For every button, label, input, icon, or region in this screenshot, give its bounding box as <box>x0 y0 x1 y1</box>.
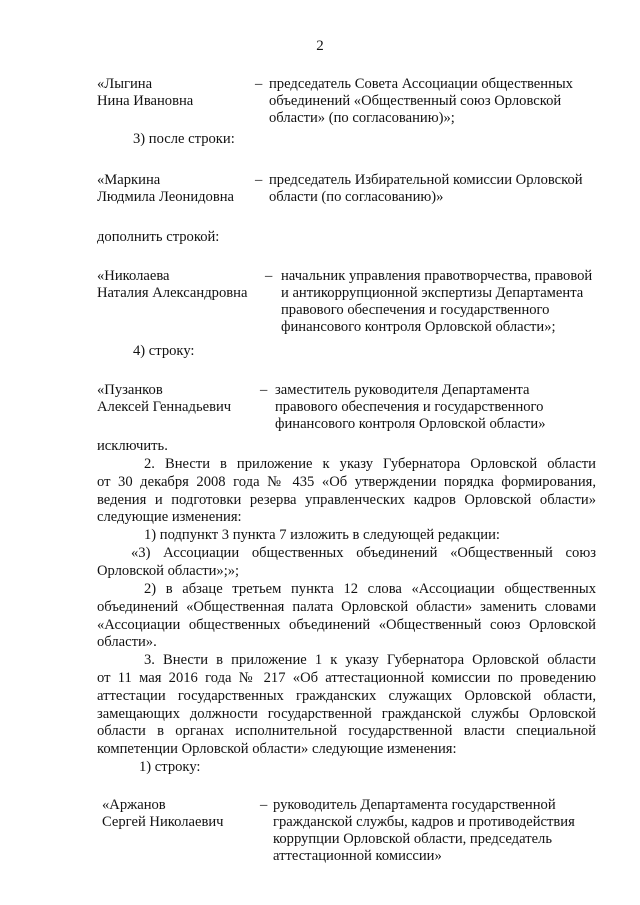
paragraph-3-line: компетенции Орловской области» следующие изменения: <box>97 741 457 757</box>
item-4-label: 4) строку: <box>133 343 195 359</box>
item-3-label: 3) после строки: <box>133 131 235 147</box>
entry-description: руководитель Департамента государственной гражданской службы, кадров и противодействия коррупции Орловской области, председатель аттестационной комиссии» <box>273 797 575 864</box>
entry-description: председатель Совета Ассоциации общественных объединений «Общественный союз Орловской области» (по согласованию)»; <box>269 76 573 126</box>
paragraph-2-line: 2. Внести в приложение к указу Губернатора Орловской области <box>144 456 596 472</box>
entry-name: «Лыгина Нина Ивановна <box>97 76 194 109</box>
paragraph-3-line: 3. Внести в приложение 1 к указу Губернатора Орловской области <box>144 652 596 668</box>
entry-name: «Пузанков Алексей Геннадьевич <box>97 382 232 415</box>
paragraph-2-line: ведения и подготовки резерва управленческих кадров Орловской области» <box>97 492 596 508</box>
entry-dash: – <box>260 382 268 398</box>
entry-arzhanov <box>102 797 597 867</box>
p2-quote-line: Орловской области»;»; <box>97 563 240 579</box>
paragraph-2-line: следующие изменения: <box>97 509 242 525</box>
p3-item-1: 1) строку: <box>139 759 201 775</box>
entry-markina <box>97 172 597 207</box>
entry-description: заместитель руководителя Департамента правового обеспечения и государственного финансового контроля Орловской области» <box>275 382 546 432</box>
paragraph-3-line: аттестации государственных гражданских служащих Орловской области, <box>97 688 596 704</box>
p2-item-2-line: 2) в абзаце третьем пункта 12 слова «Ассоциации общественных <box>144 581 596 597</box>
paragraph-3-line: области в органах исполнительной государственной власти специальной <box>97 723 596 739</box>
page-number: 2 <box>316 38 324 54</box>
entry-description: начальник управления правотворчества, правовой и антикоррупционной экспертизы Департамента правового обеспечения и государственного финансового контроля Орловской области»; <box>281 268 593 335</box>
entry-nikolaeva <box>97 268 607 338</box>
entry-lygina <box>97 76 597 128</box>
entry-dash: – <box>255 172 263 188</box>
entry-name: «Аржанов Сергей Николаевич <box>102 797 224 830</box>
entry-name: «Маркина Людмила Леонидовна <box>97 172 235 205</box>
supplement-label: дополнить строкой: <box>97 229 220 245</box>
entry-name: «Николаева Наталия Александровна <box>97 268 248 301</box>
paragraph-2-line: от 30 декабря 2008 года № 435 «Об утверждении порядка формирования, <box>97 474 596 490</box>
p2-item-2-line: «Ассоциации общественных объединений «Общественный союз Орловской <box>97 617 596 633</box>
entry-dash: – <box>260 797 268 813</box>
paragraph-3-line: от 11 мая 2016 года № 217 «Об аттестационной комиссии по проведению <box>97 670 596 686</box>
exclude-label: исключить. <box>97 438 168 454</box>
p2-item-1: 1) подпункт 3 пункта 7 изложить в следующей редакции: <box>144 527 500 543</box>
entry-dash: – <box>265 268 273 284</box>
entry-description: председатель Избирательной комиссии Орловской области (по согласованию)» <box>269 172 583 205</box>
entry-puzankov <box>97 382 597 434</box>
p2-item-2-line: объединений «Общественная палата Орловской области» заменить словами <box>97 599 596 615</box>
p2-quote-line: «3) Ассоциации общественных объединений «Общественный союз <box>131 545 596 561</box>
entry-dash: – <box>255 76 263 92</box>
paragraph-3-line: замещающих должности государственной гражданской службы Орловской <box>97 706 596 722</box>
p2-item-2-line: области». <box>97 634 157 650</box>
